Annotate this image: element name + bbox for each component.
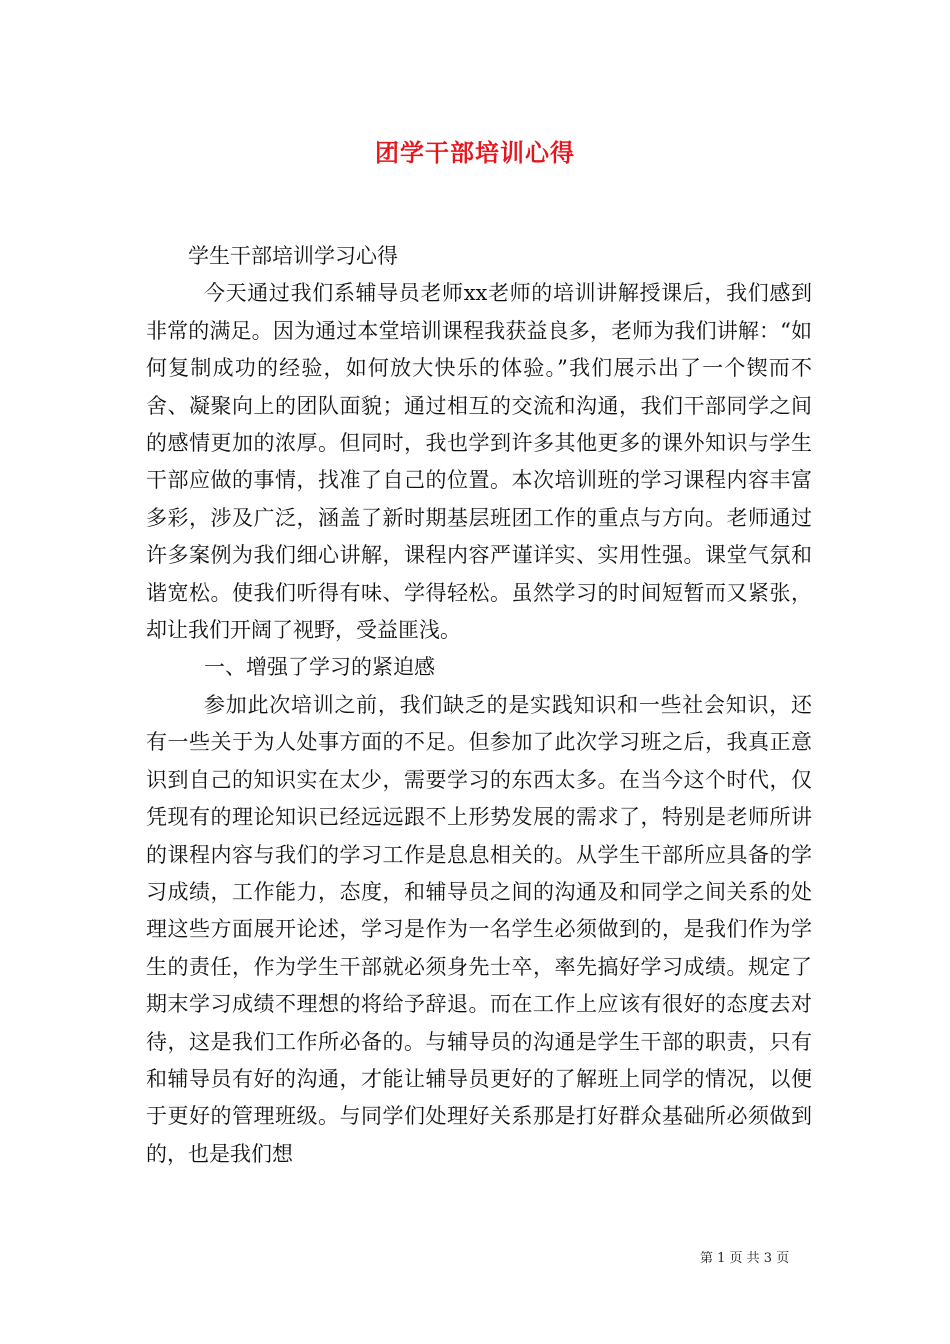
paragraph-intro: 今天通过我们系辅导员老师xx老师的培训讲解授课后，我们感到非常的满足。因为通过本堂培训课程我获益良多，老师为我们讲解：“如何复制成功的经验，如何放大快乐的体验。”我们展示出了一个锲而不舍、凝聚向上的团队面貌；通过相互的交流和沟通，我们干部同学之间的感情更加的浓厚。但同时，我也学到许多其他更多的课外知识与学生干部应做的事情，找准了自己的位置。本次培训班的学习课程内容丰富多彩，涉及广泛，涵盖了新时期基层班团工作的重点与方向。老师通过许多案例为我们细心讲解，课程内容严谨详实、实用性强。课堂气氛和谐宽松。使我们听得有味、学得轻松。虽然学习的时间短暂而又紧张，却让我们开阔了视野，受益匪浅。: [146, 281, 812, 643]
document-subheading: 学生干部培训学习心得: [188, 244, 398, 268]
paragraph-section-1: 参加此次培训之前，我们缺乏的是实践知识和一些社会知识，还有一些关于为人处事方面的不足。但参加了此次学习班之后，我真正意识到自己的知识实在太少，需要学习的东西太多。在当今这个时代，仅凭现有的理论知识已经远远跟不上形势发展的需求了，特别是老师所讲的课程内容与我们的学习工作是息息相关的。从学生干部所应具备的学习成绩，工作能力，态度，和辅导员之间的沟通及和同学之间关系的处理这些方面展开论述，学习是作为一名学生必须做到的，是我们作为学生的责任，作为学生干部就必须身先士卒，率先搞好学习成绩。规定了期末学习成绩不理想的将给予辞退。而在工作上应该有很好的态度去对待，这是我们工作所必备的。与辅导员的沟通是学生干部的职责，只有和辅导员有好的沟通，才能让辅导员更好的了解班上同学的情况，以便于更好的管理班级。与同学们处理好关系那是打好群众基础所必须做到的，也是我们想: [146, 692, 812, 1166]
page-number-footer: 第 1 页 共 3 页: [700, 1251, 790, 1266]
document-title: 团学干部培训心得: [375, 138, 575, 167]
document-body: [146, 238, 812, 1173]
section-heading-1: 一、增强了学习的紧迫感: [204, 655, 435, 680]
